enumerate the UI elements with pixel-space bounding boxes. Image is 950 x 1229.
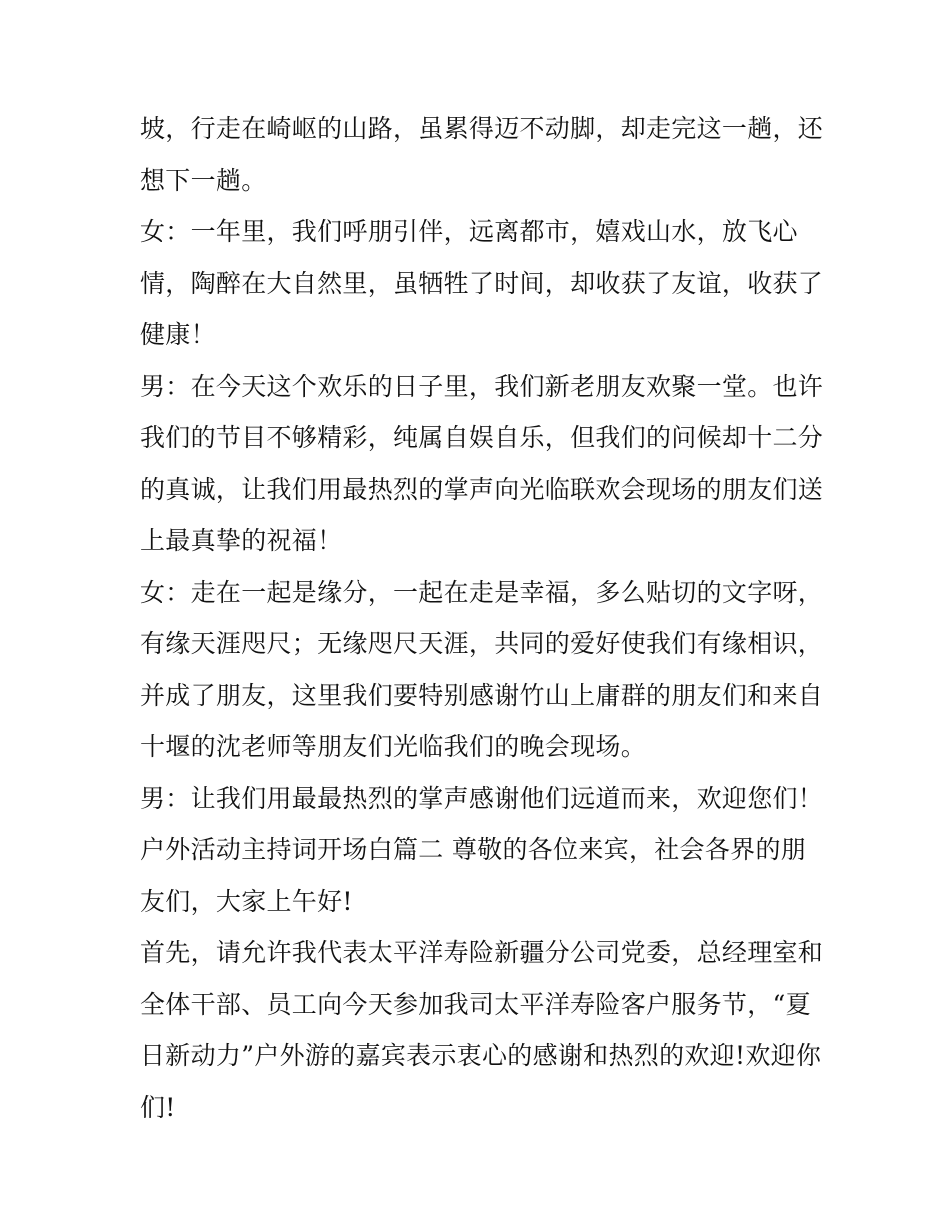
text-line: 全体干部、员工向今天参加我司太平洋寿险客户服务节，“夏 [140,989,811,1019]
text-line: 们! [140,1092,176,1122]
document-body [140,103,824,1133]
text-line: 男：在今天这个欢乐的日子里，我们新老朋友欢聚一堂。也许 [140,371,824,401]
text-line: 友们，大家上午好! [140,886,353,916]
text-line: 日新动力”户外游的嘉宾表示衷心的感谢和热烈的欢迎!欢迎你 [140,1041,822,1070]
text-line: 上最真挚的祝福！ [140,526,343,555]
text-line: 男：让我们用最最热烈的掌声感谢他们远道而来，欢迎您们！ [140,783,824,813]
text-line: 十堰的沈老师等朋友们光临我们的晚会现场。 [140,732,647,761]
text-line: 女：一年里，我们呼朋引伴，远离都市，嬉戏山水，放飞心 [140,217,798,246]
text-line: 情，陶醉在大自然里，虽牺牲了时间，却收获了友谊，收获了 [140,268,824,298]
text-line: 想下一趟。 [140,165,267,195]
text-line: 健康！ [140,320,216,349]
text-line: 首先，请允许我代表太平洋寿险新疆分公司党委，总经理室和 [140,938,824,967]
text-line: 户外活动主持词开场白篇二 尊敬的各位来宾，社会各界的朋 [140,835,807,864]
text-line: 坡，行走在崎岖的山路，虽累得迈不动脚，却走完这一趟，还 [140,114,824,143]
text-line: 我们的节目不够精彩，纯属自娱自乐，但我们的问候却十二分 [140,423,824,452]
text-line: 并成了朋友，这里我们要特别感谢竹山上庸群的朋友们和来自 [140,680,824,710]
text-line: 有缘天涯咫尺；无缘咫尺天涯，共同的爱好使我们有缘相识， [140,629,824,658]
text-line: 女：走在一起是缘分，一起在走是幸福，多么贴切的文字呀， [140,577,824,607]
text-line: 的真诚，让我们用最热烈的掌声向光临联欢会现场的朋友们送 [140,474,824,504]
